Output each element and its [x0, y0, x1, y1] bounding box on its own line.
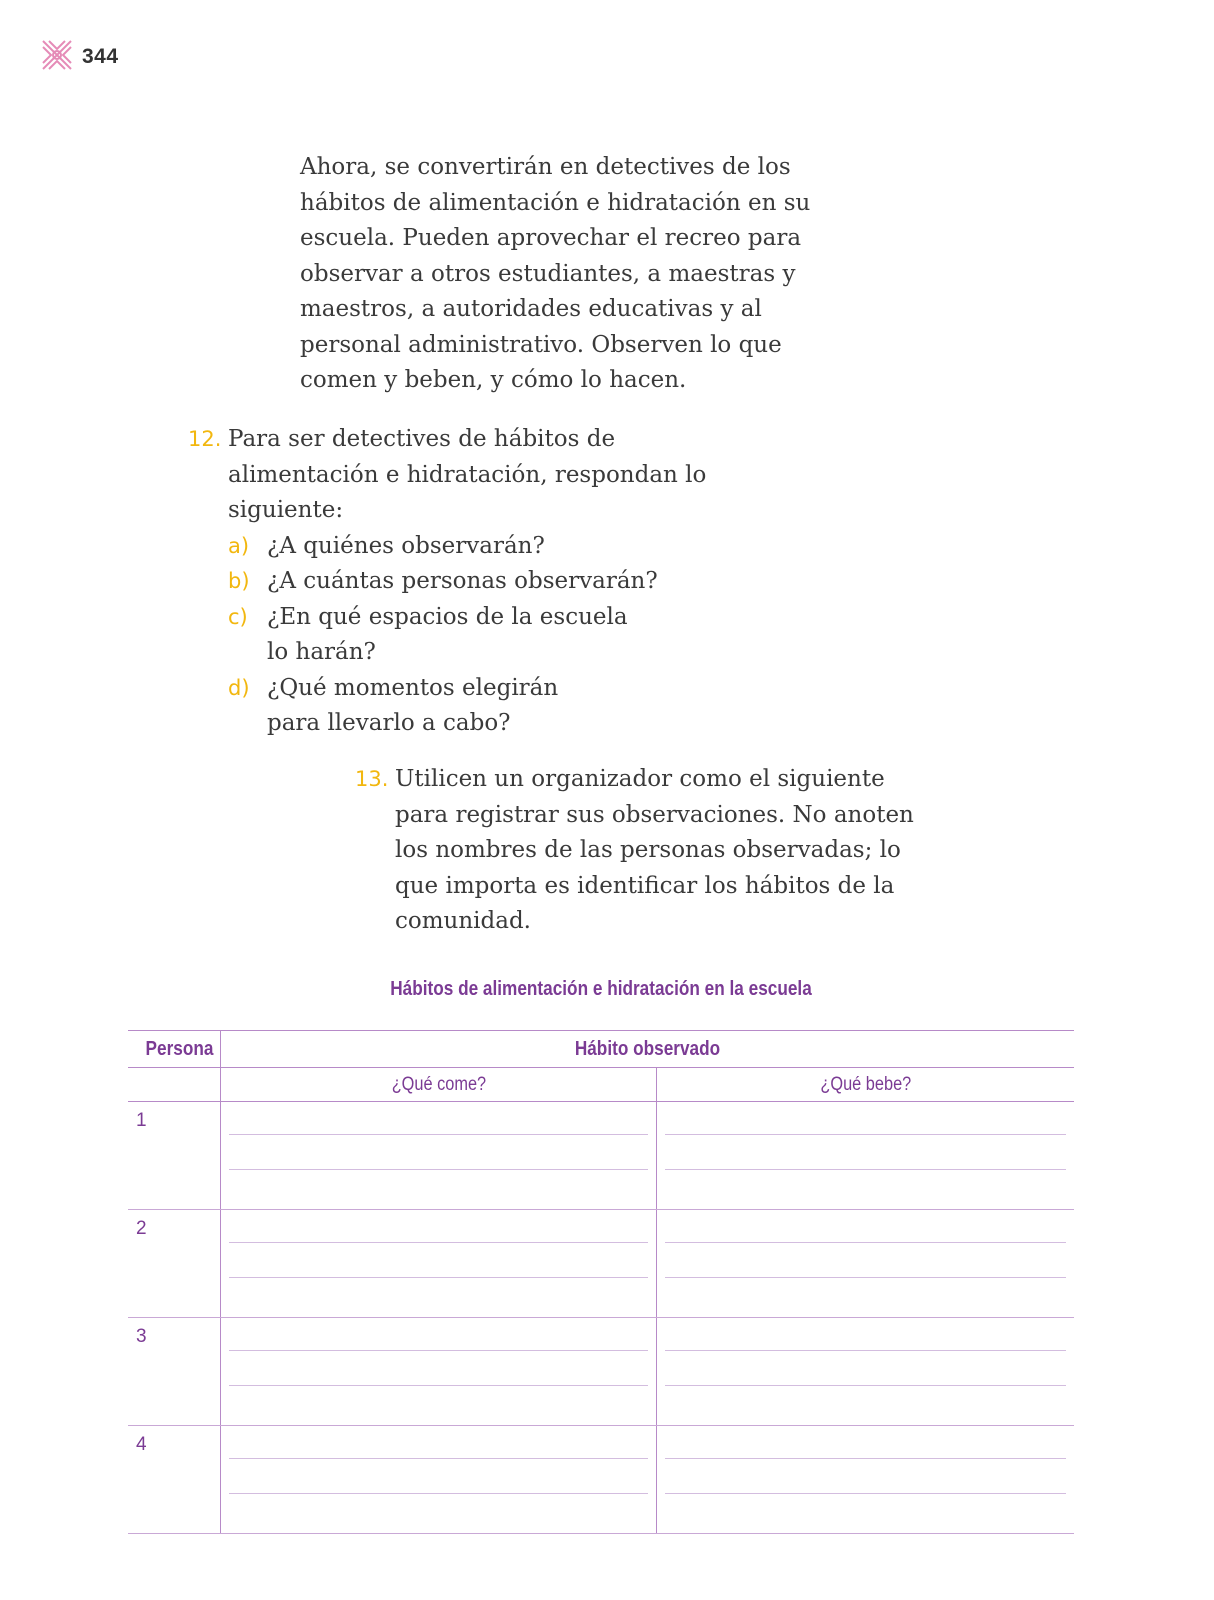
activity-number: 13. — [355, 767, 389, 791]
activity-number: 12. — [188, 427, 222, 451]
activity-12 — [188, 422, 708, 742]
person-number: 3 — [128, 1318, 221, 1426]
eat-answer-lines[interactable] — [221, 1102, 657, 1210]
item-text: ¿A cuántas personas observarán? — [267, 568, 658, 594]
eat-answer-lines[interactable] — [221, 1426, 657, 1534]
table-header-row — [128, 1031, 1074, 1068]
drink-answer-lines[interactable] — [656, 1210, 1074, 1318]
list-item — [228, 529, 708, 565]
activity-text: Para ser detectives de hábitos de alimentación e hidratación, respondan lo siguiente: — [228, 426, 707, 523]
item-letter: d) — [228, 675, 250, 700]
list-item — [228, 671, 597, 742]
activity-13 — [355, 762, 935, 940]
list-item — [228, 600, 647, 671]
table-row — [128, 1210, 1074, 1318]
drink-answer-lines[interactable] — [656, 1426, 1074, 1534]
activity-text: Utilicen un organizador como el siguiente para registrar sus observaciones. No anoten los nombres de las personas observadas; lo que importa es identificar los hábitos de la comunidad. — [395, 766, 914, 934]
table-row — [128, 1426, 1074, 1534]
subheader-blank — [128, 1068, 221, 1102]
column-header-persona: Persona — [128, 1031, 221, 1068]
column-header-drink: ¿Qué bebe? — [656, 1068, 1074, 1102]
eat-answer-lines[interactable] — [221, 1318, 657, 1426]
table-subheader-row — [128, 1068, 1074, 1102]
list-item — [228, 564, 708, 600]
table-row — [128, 1318, 1074, 1426]
book-logo-icon — [40, 38, 74, 76]
person-number: 2 — [128, 1210, 221, 1318]
drink-answer-lines[interactable] — [656, 1318, 1074, 1426]
drink-answer-lines[interactable] — [656, 1102, 1074, 1210]
item-text: ¿En qué espacios de la escuela lo harán? — [267, 603, 628, 665]
person-number: 1 — [128, 1102, 221, 1210]
item-letter: a) — [228, 533, 250, 558]
item-text: ¿Qué momentos elegirán para llevarlo a cabo? — [267, 674, 559, 736]
eat-answer-lines[interactable] — [221, 1210, 657, 1318]
person-number: 4 — [128, 1426, 221, 1534]
page-number: 344 — [82, 45, 119, 68]
item-letter: b) — [228, 569, 250, 593]
table-title: Hábitos de alimentación e hidratación en la escuela — [390, 978, 812, 1000]
intro-paragraph: Ahora, se convertirán en detectives de los hábitos de alimentación e hidratación en su escuela. Pueden aprovechar el recreo para observar a otros estudiantes, a maestras y maestros, a autoridades educativas y al personal administrativo. Observen lo que comen y beben, y cómo lo hacen. — [300, 154, 811, 393]
column-header-eat: ¿Qué come? — [221, 1068, 657, 1102]
item-text: ¿A quiénes observarán? — [267, 532, 545, 559]
question-list — [228, 529, 708, 742]
item-letter: c) — [228, 604, 248, 629]
table-row — [128, 1102, 1074, 1210]
page-header — [40, 38, 119, 76]
column-header-habit: Hábito observado — [221, 1031, 1075, 1068]
observation-table — [128, 1030, 1074, 1534]
